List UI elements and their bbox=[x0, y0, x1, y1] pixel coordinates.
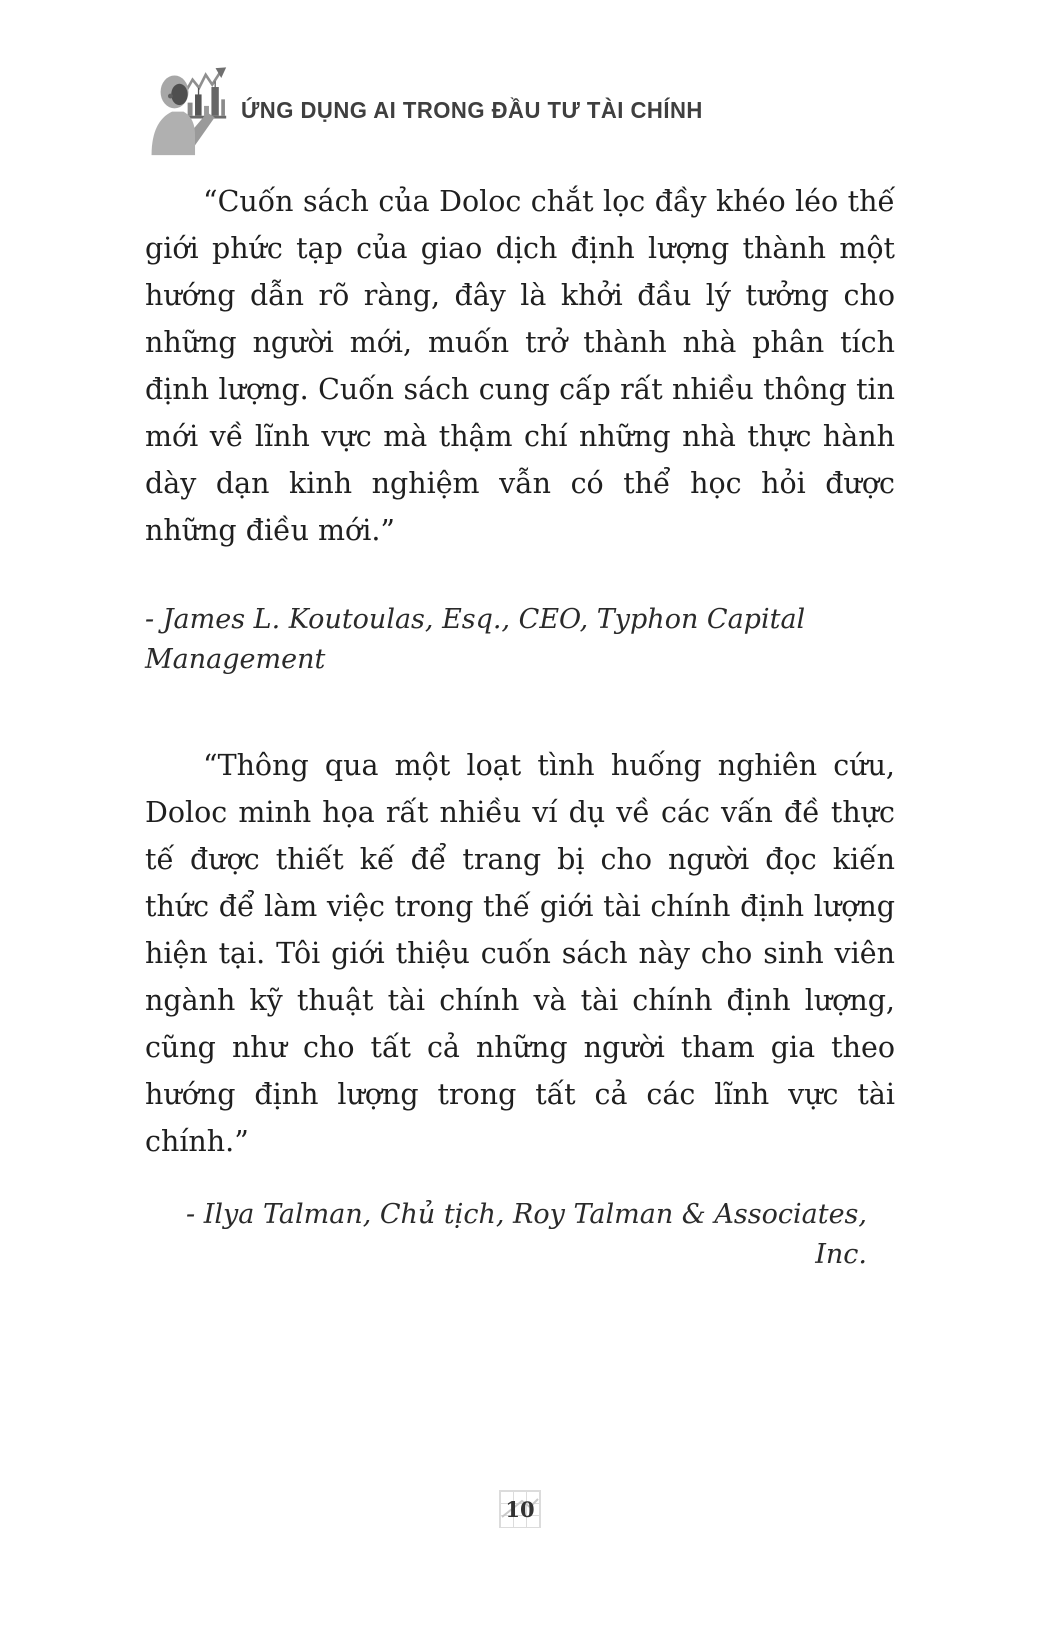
quote-2-attribution: - Ilya Talman, Chủ tịch, Roy Talman & Associates, Inc. bbox=[186, 1199, 867, 1270]
page-header bbox=[145, 62, 895, 158]
page-number-box bbox=[499, 1490, 541, 1528]
person-presenting-chart-icon bbox=[145, 62, 227, 158]
quote-2-text: “Thông qua một loạt tình huống nghiên cứu, Doloc minh họa rất nhiều ví dụ về các vấn đề thực tế được thiết kế để trang bị cho người đọc kiến thức để làm việc trong thế giới tài chính định lượng hiện tại. Tôi giới thiệu cuốn sách này cho sinh viên ngành kỹ thuật tài chính và tài chính định lượng, cũng như cho tất cả những người tham gia theo hướng định lượng trong tất cả các lĩnh vực tài chính.” bbox=[145, 749, 895, 1158]
quote-1-attribution: - James L. Koutoulas, Esq., CEO, Typhon Capital Management bbox=[145, 604, 806, 675]
page-footer bbox=[0, 1490, 1040, 1528]
page-number: 10 bbox=[505, 1496, 535, 1522]
quote-1-text: “Cuốn sách của Doloc chắt lọc đầy khéo léo thế giới phức tạp của giao dịch định lượng thành một hướng dẫn rõ ràng, đây là khởi đầu lý tưởng cho những người mới, muốn trở thành nhà phân tích định lượng. Cuốn sách cung cấp rất nhiều thông tin mới về lĩnh vực mà thậm chí những nhà thực hành dày dạn kinh nghiệm vẫn có thể học hỏi được những điều mới.” bbox=[145, 185, 895, 547]
book-title: ỨNG DỤNG AI TRONG ĐẦU TƯ TÀI CHÍNH bbox=[241, 96, 703, 123]
